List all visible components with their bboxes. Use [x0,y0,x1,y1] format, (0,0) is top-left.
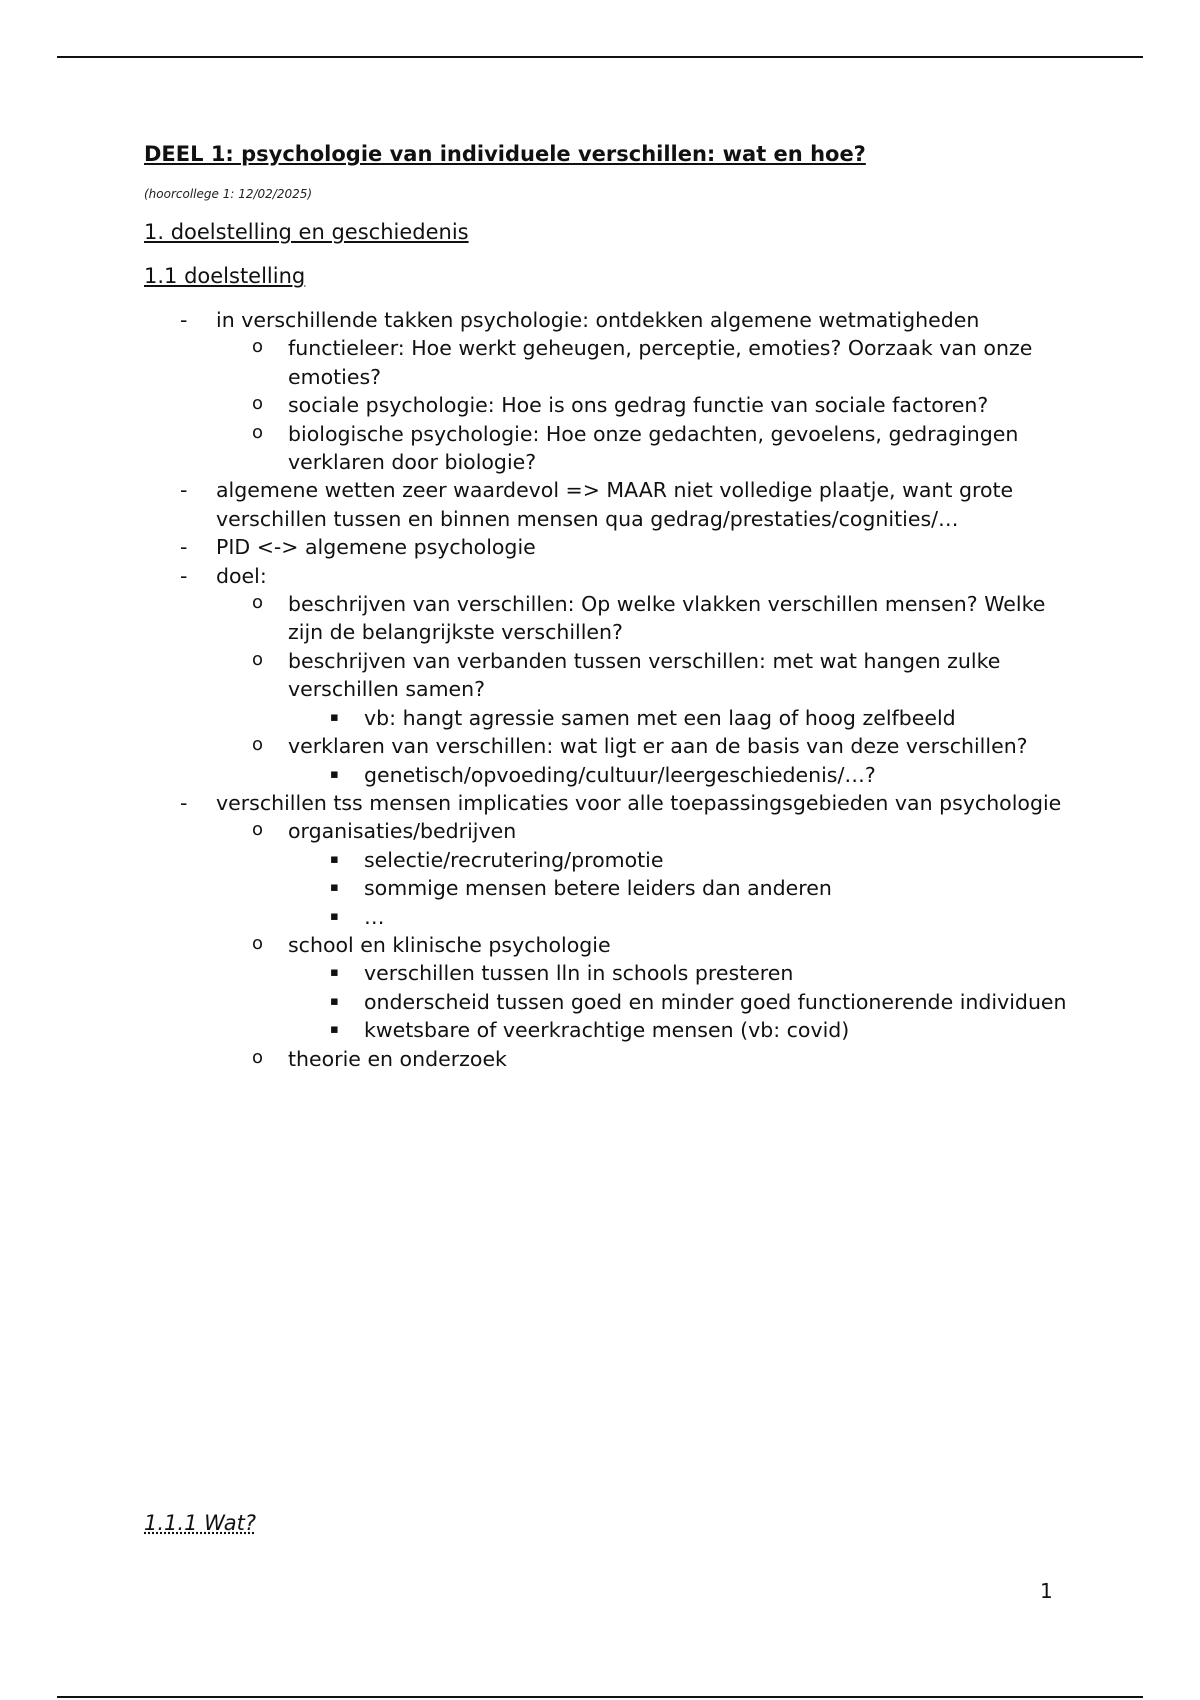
list-item-level-3 [288,959,1084,987]
list-item-text: verschillen tss mensen implicaties voor alle toepassingsgebieden van psychologie [216,790,1062,815]
list-item-text: kwetsbare of veerkrachtige mensen (vb: covid) [364,1018,850,1043]
list-item-level-2 [216,391,1084,419]
list-item-text: doel: [216,563,267,588]
list-item-level-2 [216,647,1084,732]
list-item-level-1 [144,533,1084,561]
list-item-level-1 [144,562,1084,789]
list-item-text: algemene wetten zeer waardevol => MAAR niet volledige plaatje, want grote verschillen tussen en binnen mensen qua gedrag/prestaties/cognities/… [216,478,1014,531]
header-rule [57,56,1143,58]
list-level-2 [216,817,1084,1073]
list-level-3 [288,846,1084,931]
list-item-text: genetisch/opvoeding/cultuur/leergeschiedenis/…? [364,762,876,787]
list-item-level-2 [216,1045,1084,1073]
section-heading: 1. doelstelling en geschiedenis [144,220,469,244]
list-level-3 [288,704,1084,732]
lecture-date: (hoorcollege 1: 12/02/2025) [144,187,313,201]
list-level-2 [216,334,1084,476]
list-item-text: onderscheid tussen goed en minder goed functionerende individuen [364,989,1067,1014]
list-item-text: beschrijven van verbanden tussen verschillen: met wat hangen zulke verschillen samen? [288,648,1001,702]
list-item-level-3 [288,846,1084,874]
list-item-level-2 [216,732,1084,789]
list-item-level-3 [288,874,1084,902]
list-item-level-3 [288,1016,1084,1044]
list-level-2 [216,590,1084,789]
list-item-text: verschillen tussen lln in schools presteren [364,961,794,986]
page-number: 1 [1040,1579,1053,1603]
list-item-level-3 [288,988,1084,1016]
list-item-level-2 [216,334,1084,391]
list-item-text: selectie/recrutering/promotie [364,847,664,872]
list-level-1 [144,306,1084,1073]
list-item-text: vb: hangt agressie samen met een laag of hoog zelfbeeld [364,705,956,730]
list-item-text: theorie en onderzoek [288,1046,507,1071]
list-item-text: functieleer: Hoe werkt geheugen, perceptie, emoties? Oorzaak van onze emoties? [288,336,1033,389]
list-item-text: PID <-> algemene psychologie [216,535,536,560]
list-item-text: biologische psychologie: Hoe onze gedachten, gevoelens, gedragingen verklaren door biologie? [288,421,1019,475]
list-item-level-2 [216,817,1084,931]
subsection-heading: 1.1 doelstelling [144,264,306,288]
bullet-list [144,306,1084,1073]
list-level-3 [288,761,1084,789]
list-item-level-1 [144,476,1084,533]
document-title: DEEL 1: psychologie van individuele verschillen: wat en hoe? [144,142,866,166]
subsubsection-heading: 1.1.1 Wat? [144,1511,256,1535]
list-item-level-1 [144,789,1084,1073]
list-item-text: sociale psychologie: Hoe is ons gedrag functie van sociale factoren? [288,393,989,418]
list-item-level-1 [144,306,1084,476]
list-item-text: organisaties/bedrijven [288,819,517,844]
list-item-level-3 [288,704,1084,732]
list-item-text: sommige mensen betere leiders dan anderen [364,876,832,901]
list-level-3 [288,959,1084,1044]
footer-rule [57,1696,1143,1698]
list-item-level-3 [288,903,1084,931]
list-item-level-2 [216,590,1084,647]
list-item-level-3 [288,761,1084,789]
list-item-level-2 [216,931,1084,1045]
list-item-level-2 [216,420,1084,477]
list-item-text: verklaren van verschillen: wat ligt er aan de basis van deze verschillen? [288,734,1028,759]
list-item-text: school en klinische psychologie [288,932,611,957]
list-item-text: … [364,904,385,929]
list-item-text: in verschillende takken psychologie: ontdekken algemene wetmatigheden [216,308,980,332]
list-item-text: beschrijven van verschillen: Op welke vlakken verschillen mensen? Welke zijn de belangrijkste verschillen? [288,592,1046,645]
